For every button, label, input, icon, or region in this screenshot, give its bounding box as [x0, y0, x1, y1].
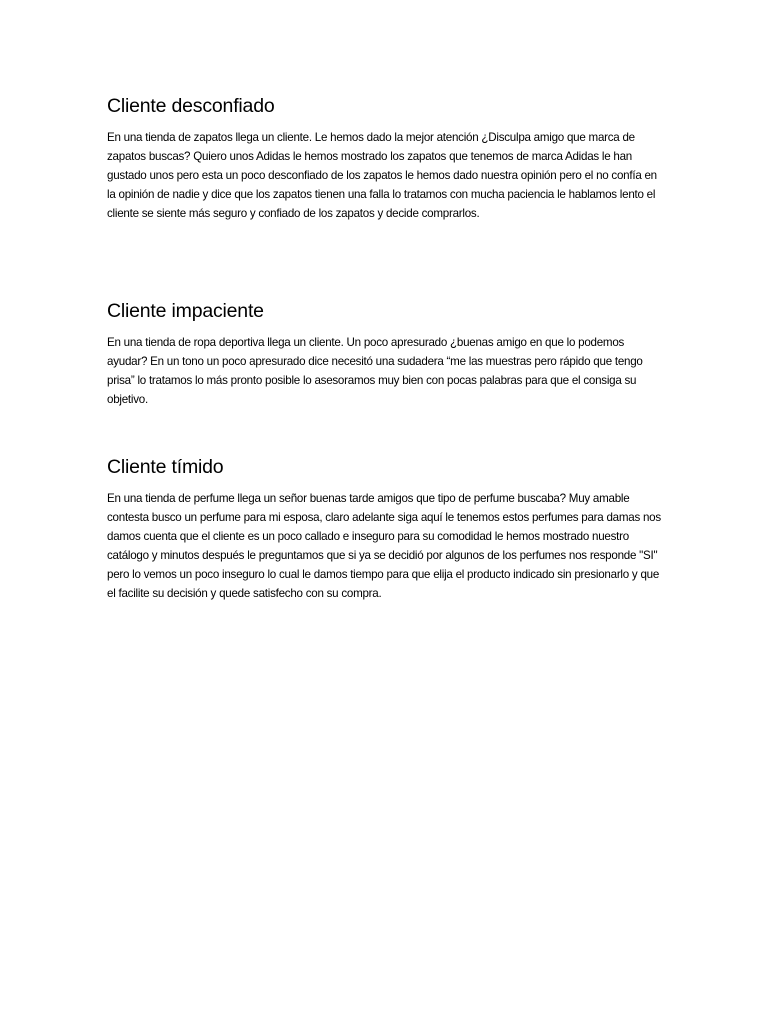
section-cliente-desconfiado	[107, 94, 662, 223]
section-cliente-timido	[107, 455, 662, 604]
section-heading: Cliente tímido	[107, 456, 224, 478]
section-cliente-impaciente	[107, 299, 662, 409]
section-paragraph: En una tienda de zapatos llega un cliente. Le hemos dado la mejor atención ¿Disculpa amigo que marca de zapatos buscas? Quiero unos Adidas le hemos mostrado los zapatos que tenemos de marca Adidas le han gustado unos pero esta un poco desconfiado de los zapatos le hemos dado nuestra opinión pero el no confía en la opinión de nadie y dice que los zapatos tienen una falla lo tratamos con mucha paciencia le hablamos lento el cliente se siente más seguro y confiado de los zapatos y decide comprarlos.	[107, 131, 657, 221]
section-paragraph: En una tienda de ropa deportiva llega un cliente. Un poco apresurado ¿buenas amigo en que lo podemos ayudar? En un tono un poco apresurado dice necesitó una sudadera “me las muestras pero rápido que tengo prisa” lo tratamos lo más pronto posible lo asesoramos muy bien con pocas palabras para que el consiga su objetivo.	[107, 336, 643, 407]
section-heading: Cliente desconfiado	[107, 95, 275, 117]
section-heading: Cliente impaciente	[107, 300, 264, 322]
section-paragraph: En una tienda de perfume llega un señor buenas tarde amigos que tipo de perfume buscaba? Muy amable contesta busco un perfume para mi esposa, claro adelante siga aquí le tenemos estos perfumes para damas nos damos cuenta que el cliente es un poco callado e inseguro para su comodidad le hemos mostrado nuestro catálogo y minutos después le preguntamos que si ya se decidió por algunos de los perfumes nos responde "SI" pero lo vemos un poco inseguro lo cual le damos tiempo para que elija el producto indicado sin presionarlo y que el facilite su decisión y quede satisfecho con su compra.	[107, 492, 661, 601]
